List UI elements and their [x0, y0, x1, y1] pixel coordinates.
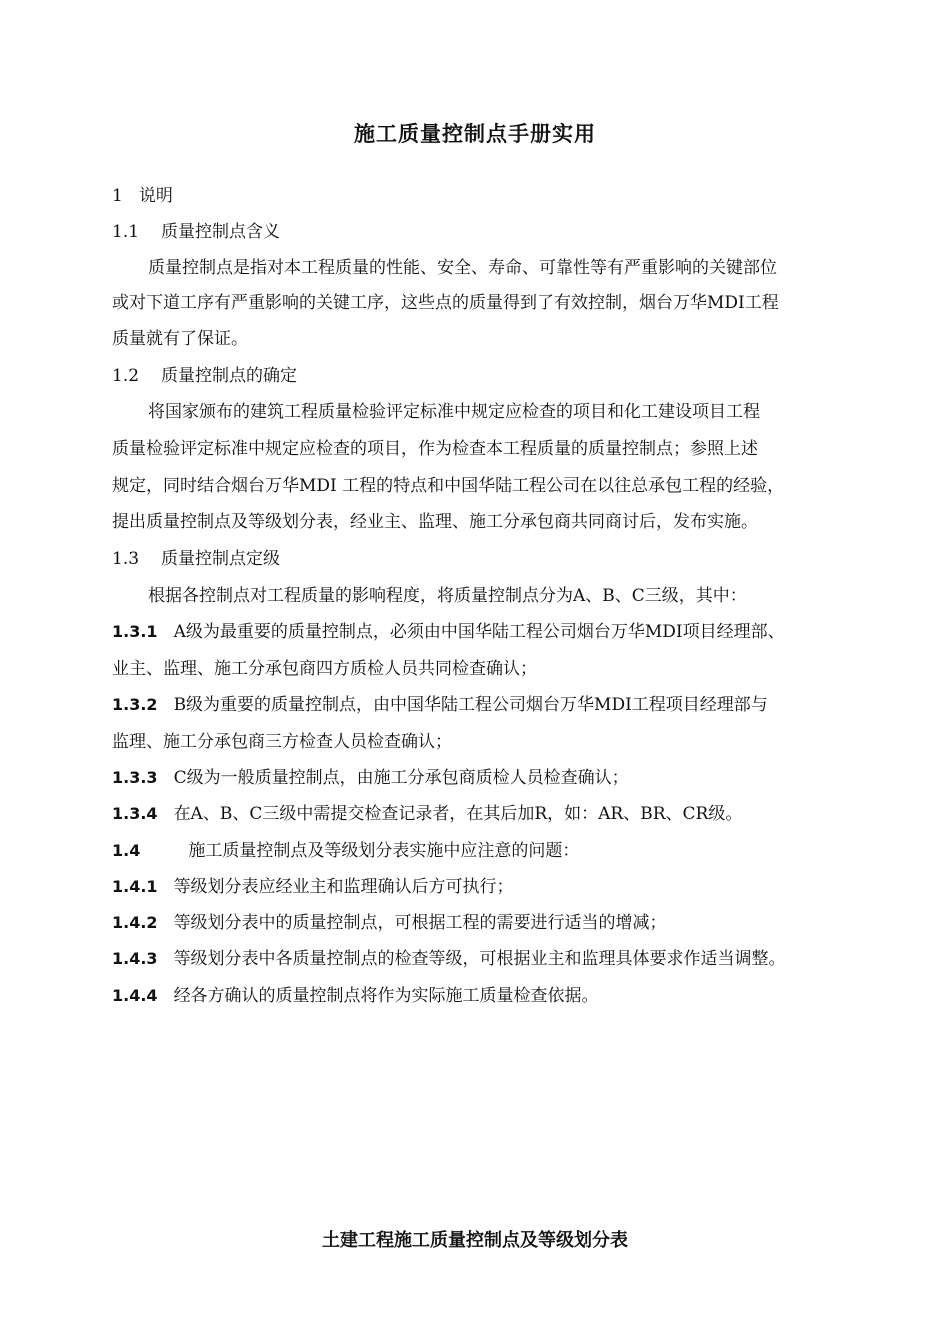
- paragraph-line: 监理、施工分承包商三方检查人员检查确认；: [112, 732, 452, 752]
- heading-text: 施工质量控制点及等级划分表实施中应注意的问题：: [188, 841, 580, 861]
- item-number: 1.4.1: [112, 877, 158, 896]
- paragraph-line: 根据各控制点对工程质量的影响程度，将质量控制点分为A、B、C三级，其中：: [148, 586, 747, 606]
- item-number: 1.3.1: [112, 622, 158, 641]
- item-text: 等级划分表中的质量控制点，可根据工程的需要进行适当的增减；: [173, 913, 667, 933]
- heading-1-3: [112, 547, 280, 571]
- heading-text: 质量控制点含义: [161, 222, 281, 242]
- item-text: C级为一般质量控制点，由施工分承包商质检人员检查确认；: [173, 768, 629, 788]
- item-1-4-3: [112, 947, 786, 971]
- heading-1-1: [112, 220, 280, 244]
- item-text: 等级划分表中各质量控制点的检查等级，可根据业主和监理具体要求作适当调整。: [173, 949, 786, 969]
- paragraph-line: 质量就有了保证。: [112, 329, 248, 349]
- paragraph-line: 规定，同时结合烟台万华MDI 工程的特点和中国华陆工程公司在以往总承包工程的经验，: [112, 476, 785, 496]
- item-1-4-1: [112, 875, 514, 899]
- heading-text: 说明: [138, 186, 173, 206]
- item-number: 1.4.2: [112, 913, 158, 932]
- item-number: 1.3.3: [112, 768, 158, 787]
- item-text: A级为最重要的质量控制点，必须由中国华陆工程公司烟台万华MDI项目经理部、: [173, 622, 785, 642]
- document-title: 施工质量控制点手册实用: [354, 121, 596, 146]
- item-1-3-1: [112, 620, 785, 644]
- heading-number: 1.1: [112, 222, 140, 242]
- heading-number: 1: [112, 186, 123, 206]
- paragraph-line: 业主、监理、施工分承包商四方质检人员共同检查确认；: [112, 659, 537, 679]
- heading-number: 1.4: [112, 841, 141, 860]
- item-1-3-2: [112, 693, 768, 717]
- heading-1-4: [112, 839, 579, 863]
- item-1-3-4: [112, 802, 742, 826]
- paragraph-line: 提出质量控制点及等级划分表，经业主、监理、施工分承包商共同商讨后，发布实施。: [112, 512, 758, 532]
- item-text: B级为重要的质量控制点，由中国华陆工程公司烟台万华MDI工程项目经理部与: [173, 695, 768, 715]
- heading-text: 质量控制点定级: [161, 549, 281, 569]
- item-text: 在A、B、C三级中需提交检查记录者，在其后加R，如：AR、BR、CR级。: [173, 804, 743, 824]
- heading-number: 1.3: [112, 549, 140, 569]
- item-number: 1.4.3: [112, 949, 158, 968]
- table-title: 土建工程施工质量控制点及等级划分表: [322, 1230, 628, 1251]
- heading-1-2: [112, 364, 297, 388]
- paragraph-line: 质量检验评定标准中规定应检查的项目，作为检查本工程质量的质量控制点；参照上述: [112, 439, 758, 459]
- item-number: 1.3.2: [112, 695, 158, 714]
- item-text: 等级划分表应经业主和监理确认后方可执行；: [173, 877, 514, 897]
- heading-1: [112, 184, 173, 208]
- item-1-4-4: [112, 984, 599, 1008]
- item-1-3-3: [112, 766, 629, 790]
- paragraph-line: 将国家颁布的建筑工程质量检验评定标准中规定应检查的项目和化工建设项目工程: [148, 402, 760, 422]
- item-text: 经各方确认的质量控制点将作为实际施工质量检查依据。: [173, 986, 599, 1006]
- item-number: 1.4.4: [112, 986, 158, 1005]
- paragraph-line: 质量控制点是指对本工程质量的性能、安全、寿命、可靠性等有严重影响的关键部位: [148, 258, 777, 278]
- paragraph-line: 或对下道工序有严重影响的关键工序，这些点的质量得到了有效控制，烟台万华MDI工程: [112, 293, 779, 313]
- item-1-4-2: [112, 911, 667, 935]
- heading-number: 1.2: [112, 366, 140, 386]
- item-number: 1.3.4: [112, 804, 158, 823]
- heading-text: 质量控制点的确定: [161, 366, 298, 386]
